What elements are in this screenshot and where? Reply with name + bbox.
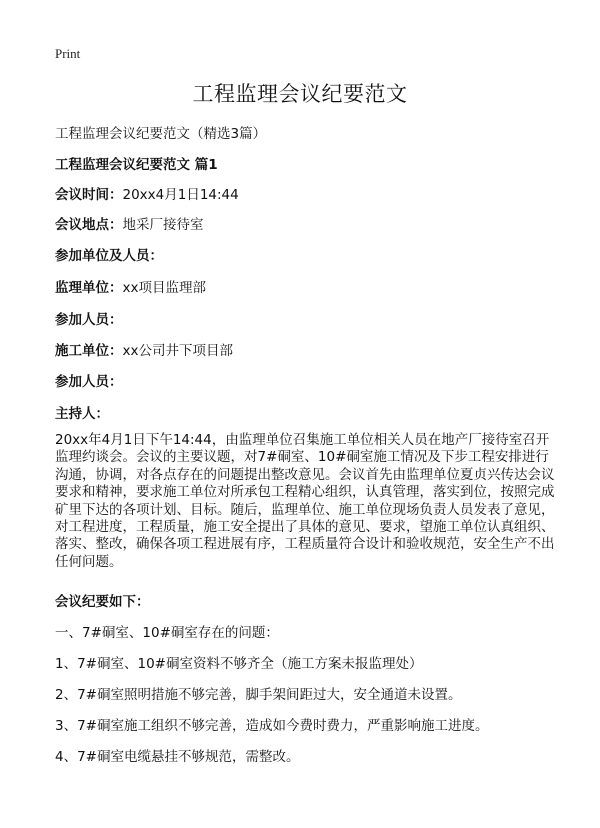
issue-item: 1、7#硐室、10#硐室资料不够齐全（施工方案未报监理处） (55, 656, 423, 672)
participants-label-1: 参加人员： (55, 312, 123, 328)
issue-item: 4、7#硐室电缆悬挂不够规范，需整改。 (55, 749, 300, 765)
meeting-time-label: 会议时间： (55, 187, 123, 203)
construction-label: 施工单位： (55, 343, 123, 359)
supervisor-row (55, 276, 206, 296)
print-link[interactable]: Print (55, 46, 81, 61)
host-label: 主持人： (55, 406, 109, 422)
issue-item: 3、7#硐室施工组织不够完善，造成如今费时费力，严重影响施工进度。 (55, 718, 489, 734)
supervisor-label: 监理单位： (55, 280, 123, 296)
meeting-place-row (55, 213, 204, 233)
minutes-heading: 会议纪要如下： (55, 594, 150, 610)
document-subtitle: 工程监理会议纪要范文（精选3篇） (55, 126, 267, 142)
construction-row (55, 339, 233, 359)
section-heading: 工程监理会议纪要范文 篇1 (55, 157, 218, 173)
body-paragraph: 20xx年4月1日下午14:44，由监理单位召集施工单位相关人员在地产厂接待室召开监理约谈会。会议的主要议题，对7#硐室、10#硐室施工情况及下步工程安排进行沟通，协调，对各点存在的问题提出整改意见。会议首先由监理单位夏贞兴传达会议要求和精神，要求施工单位对所承包工程精心组织，认真管理，落实到位，按照完成矿里下达的各项计划、目标。随后，监理单位、施工单位现场负责人员发表了意见，对工程进度，工程质量，施工安全提出了具体的意见、要求，望施工单位认真组织、落实、整改，确保各项工程进展有序，工程质量符合设计和验收规范，安全生产不出任何问题。 (55, 432, 555, 570)
construction-value: xx公司井下项目部 (122, 343, 233, 359)
issues-intro: 一、7#硐室、10#硐室存在的问题： (55, 625, 279, 641)
meeting-place-label: 会议地点： (55, 217, 123, 233)
page-title: 工程监理会议纪要范文 (192, 82, 408, 106)
meeting-time-value: 20xx4月1日14:44 (122, 187, 239, 203)
participants-label-2: 参加人员： (55, 374, 123, 390)
units-heading: 参加单位及人员： (55, 248, 163, 264)
supervisor-value: xx项目监理部 (122, 280, 206, 296)
meeting-time-row (55, 183, 239, 203)
meeting-place-value: 地采厂接待室 (122, 217, 204, 233)
issue-item: 2、7#硐室照明措施不够完善，脚手架间距过大，安全通道未设置。 (55, 687, 462, 703)
